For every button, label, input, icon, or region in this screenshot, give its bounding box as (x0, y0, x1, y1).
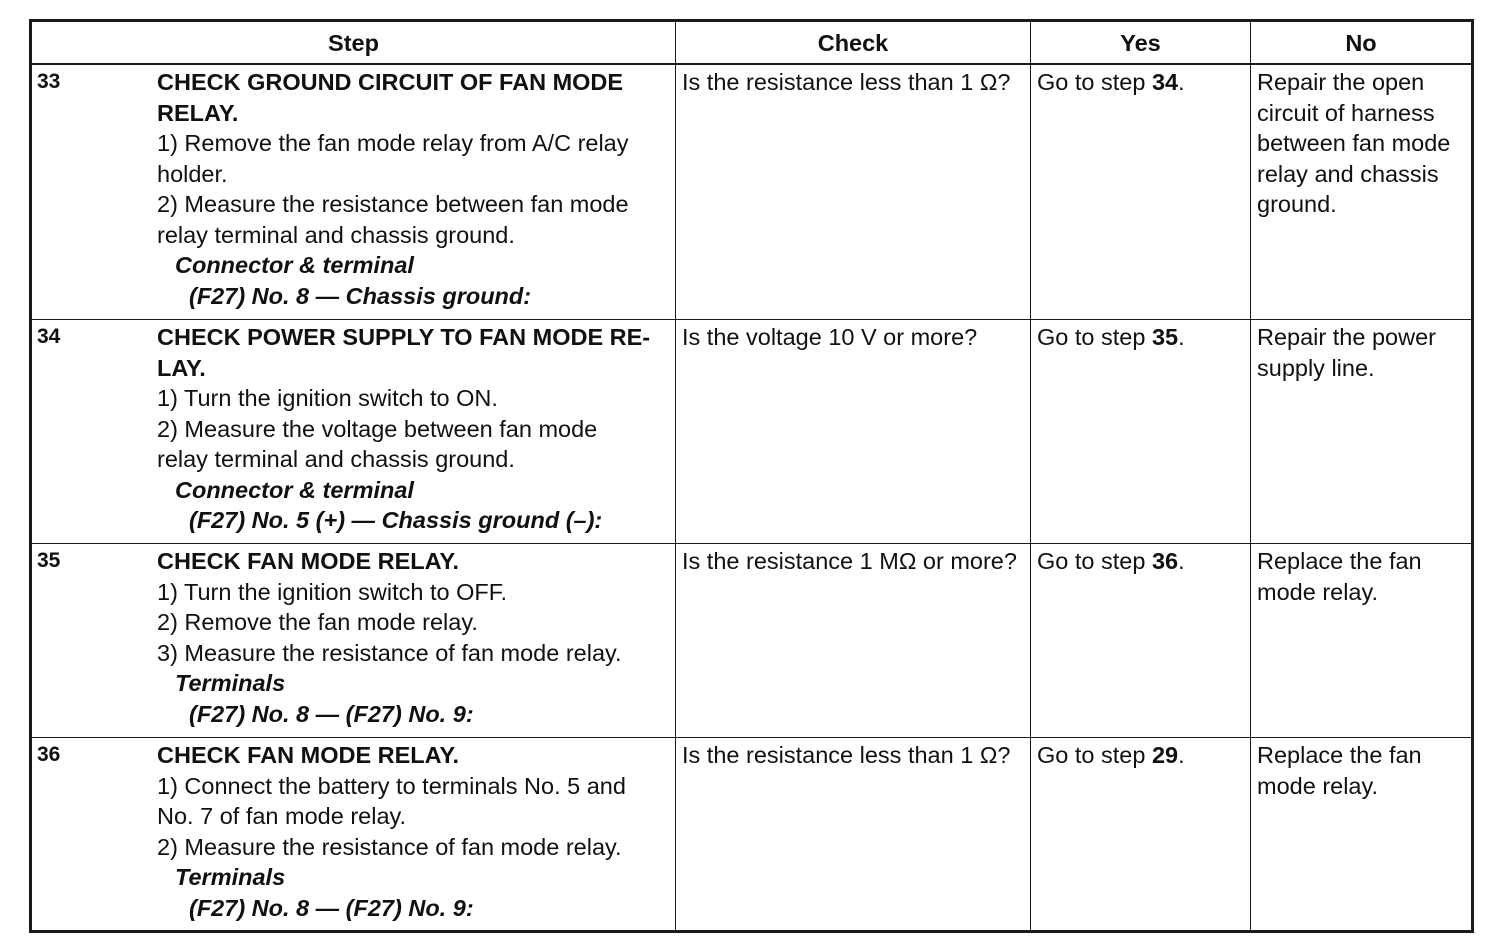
header-no: No (1251, 21, 1473, 65)
step-title: CHECK GROUND CIRCUIT OF FAN MODE (157, 69, 624, 95)
spec-label: Terminals (175, 864, 286, 890)
step-cell (31, 544, 676, 738)
step-number: 35 (37, 549, 61, 572)
spec-label: Connector & terminal (175, 252, 414, 278)
spec-value: (F27) No. 8 — (F27) No. 9: (189, 894, 474, 921)
yes-suffix: . (1178, 742, 1185, 768)
check-cell: Is the resistance less than 1 Ω? (676, 64, 1031, 320)
step-instruction: 2) Measure the voltage between fan mode (157, 415, 598, 442)
no-cell: Replace the fan mode relay. (1251, 738, 1473, 932)
step-number: 33 (37, 70, 61, 93)
step-title: CHECK FAN MODE RELAY. (157, 742, 460, 768)
no-cell: Repair the power supply line. (1251, 320, 1473, 544)
step-instruction: 2) Measure the resistance of fan mode relay. (157, 833, 622, 860)
step-instruction: 3) Measure the resistance of fan mode relay. (157, 639, 622, 666)
check-cell: Is the resistance less than 1 Ω? (676, 738, 1031, 932)
step-title: LAY. (157, 354, 206, 381)
yes-step-number: 36 (1151, 548, 1179, 574)
table-row (31, 544, 1473, 738)
step-instruction: 1) Turn the ignition switch to OFF. (157, 578, 508, 605)
yes-prefix: Go to step (1037, 69, 1152, 95)
table-row (31, 320, 1473, 544)
spec-value: (F27) No. 8 — Chassis ground: (189, 282, 532, 309)
header-yes: Yes (1031, 21, 1251, 65)
yes-prefix: Go to step (1037, 742, 1152, 768)
step-cell (31, 64, 676, 320)
table-row (31, 64, 1473, 320)
spec-value: (F27) No. 8 — (F27) No. 9: (189, 700, 474, 727)
check-cell: Is the voltage 10 V or more? (676, 320, 1031, 544)
step-number: 36 (37, 743, 61, 766)
no-cell: Replace the fan mode relay. (1251, 544, 1473, 738)
yes-cell (1031, 320, 1251, 544)
yes-prefix: Go to step (1037, 324, 1152, 350)
step-instruction: relay terminal and chassis ground. (157, 221, 515, 248)
yes-step-number: 35 (1151, 324, 1179, 350)
step-title: CHECK FAN MODE RELAY. (157, 548, 460, 574)
spec-label: Terminals (175, 670, 286, 696)
header-check: Check (676, 21, 1031, 65)
diagnostic-table (29, 19, 1474, 933)
table-row (31, 738, 1473, 932)
yes-suffix: . (1178, 548, 1185, 574)
header-step: Step (31, 21, 676, 65)
step-number: 34 (37, 325, 61, 348)
step-title: RELAY. (157, 99, 239, 126)
step-instruction: No. 7 of fan mode relay. (157, 803, 407, 829)
step-instruction: 1) Connect the battery to terminals No. 5 and (157, 772, 626, 799)
spec-value: (F27) No. 5 (+) — Chassis ground (–): (189, 507, 603, 533)
yes-cell (1031, 738, 1251, 932)
yes-cell (1031, 544, 1251, 738)
step-instruction: holder. (157, 160, 228, 187)
yes-cell (1031, 64, 1251, 320)
yes-suffix: . (1178, 324, 1185, 350)
step-instruction: 2) Remove the fan mode relay. (157, 609, 478, 635)
step-cell (31, 738, 676, 932)
no-cell: Repair the open circuit of harness between fan mode relay and chassis ground. (1251, 64, 1473, 320)
step-instruction: 2) Measure the resistance between fan mode (157, 191, 629, 217)
table-header-row (31, 21, 1473, 65)
yes-prefix: Go to step (1037, 548, 1152, 574)
spec-label: Connector & terminal (175, 476, 414, 503)
yes-step-number: 34 (1151, 69, 1179, 95)
step-instruction: 1) Turn the ignition switch to ON. (157, 385, 498, 411)
step-title: CHECK POWER SUPPLY TO FAN MODE RE- (157, 324, 651, 350)
check-cell: Is the resistance 1 MΩ or more? (676, 544, 1031, 738)
step-instruction: 1) Remove the fan mode relay from A/C relay (157, 130, 629, 156)
yes-suffix: . (1178, 69, 1185, 95)
yes-step-number: 29 (1151, 742, 1179, 768)
step-cell (31, 320, 676, 544)
step-instruction: relay terminal and chassis ground. (157, 446, 515, 472)
